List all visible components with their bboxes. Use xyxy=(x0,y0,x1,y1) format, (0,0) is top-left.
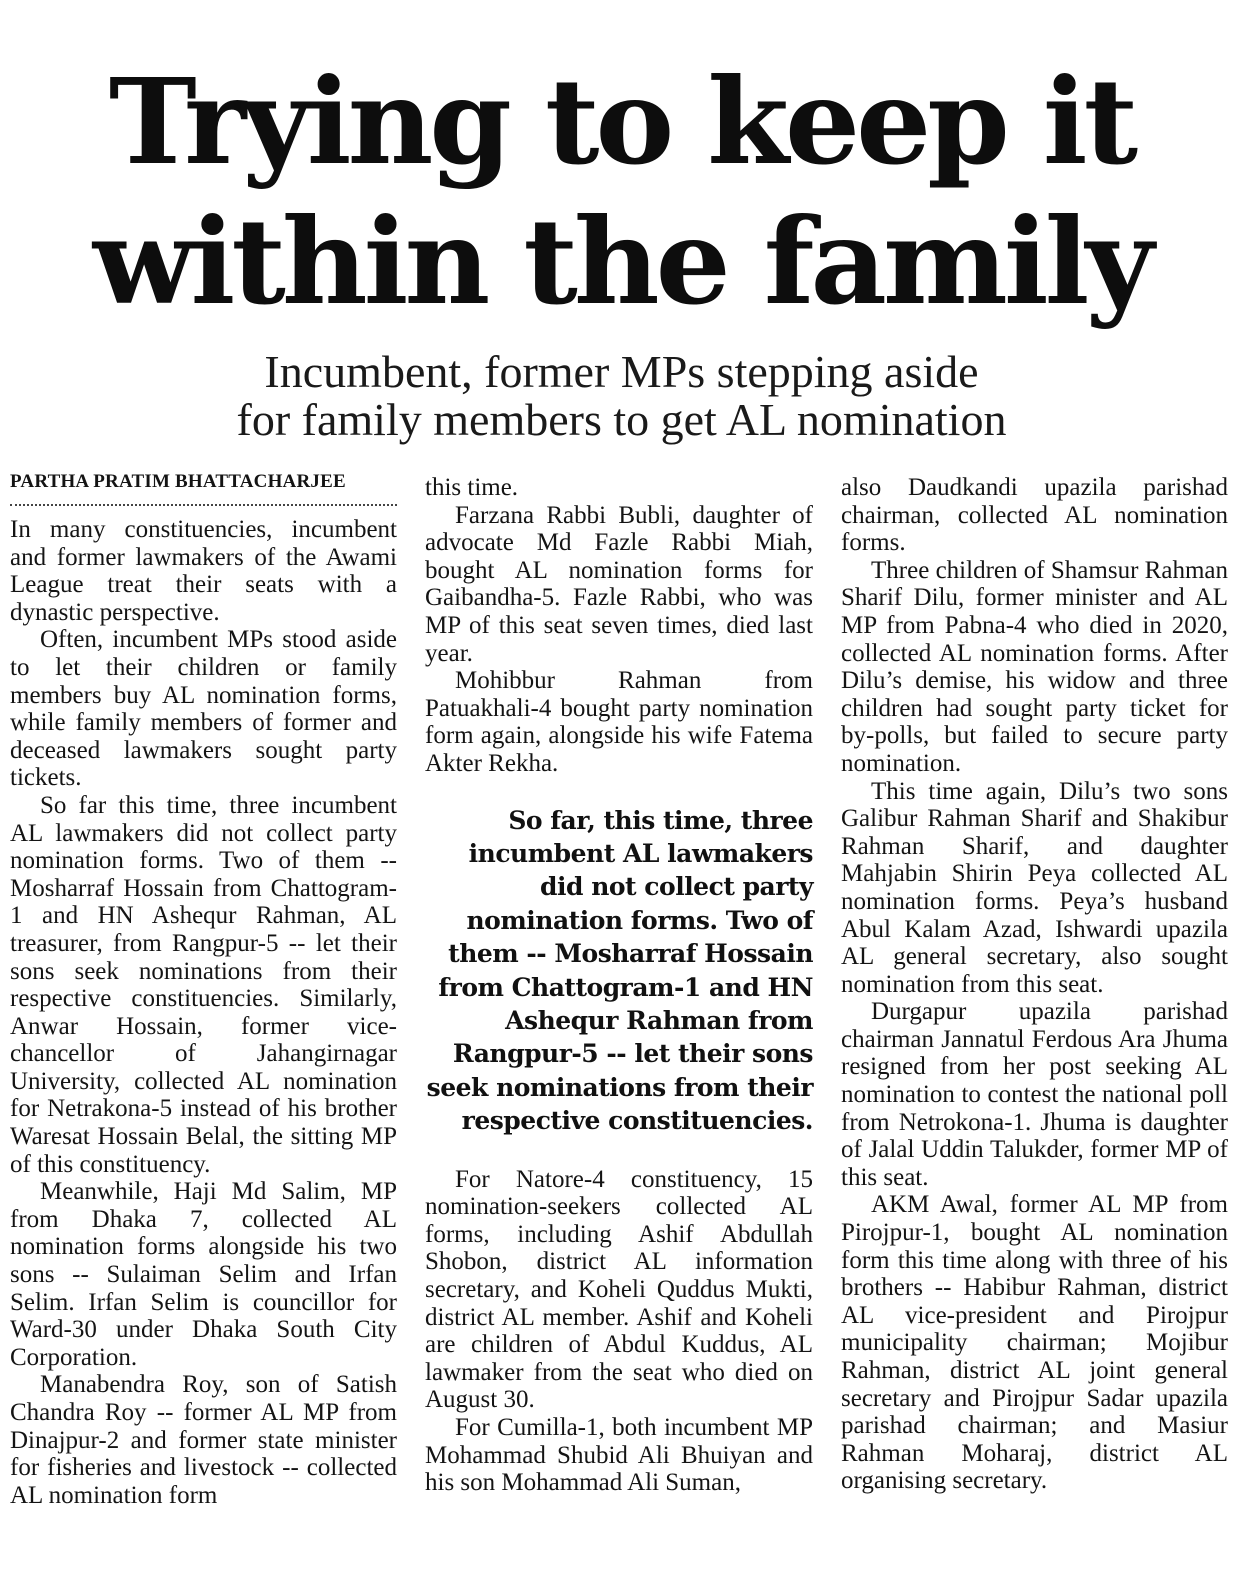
paragraph: Farzana Rabbi Bubli, daughter of advocate Md Fazle Rabbi Miah, bought AL nomination forms for Gaibandha-5. Fazle Rabbi, who was MP of this seat seven times, died last year. xyxy=(425,501,813,667)
paragraph: This time again, Dilu’s two sons Galibur Rahman Sharif and Shakibur Rahman Sharif, and daughter Mahjabin Shirin Peya collected AL nomination forms. Peya’s husband Abul Kalam Azad, Ishwardi upazila AL general secretary, also sought nomination from this seat. xyxy=(841,777,1228,998)
paragraph-continued: this time. xyxy=(425,474,519,501)
paragraph: For Cumilla-1, both incumbent MP Mohammad Shubid Ali Bhuiyan and his son Mohammad Ali Suman, xyxy=(425,1413,813,1497)
subhead-line-1: Incumbent, former MPs stepping aside xyxy=(264,346,979,397)
paragraph: Durgapur upazila parishad chairman Jannatul Ferdous Ara Jhuma resigned from her post seeking AL nomination to contest the national poll from Netrokona-1. Jhuma is daughter of Jalal Uddin Talukder, former MP of this seat. xyxy=(841,998,1228,1191)
article-column-2 xyxy=(425,474,813,1497)
paragraph: Often, incumbent MPs stood aside to let their children or family members buy AL nomination forms, while family members of former and deceased lawmakers sought party tickets. xyxy=(10,626,397,792)
subhead-line-2: for family members to get AL nomination xyxy=(236,394,1007,445)
paragraph: Three children of Shamsur Rahman Sharif Dilu, former minister and AL MP from Pabna-4 who died in 2020, collected AL nomination forms. After Dilu’s demise, his widow and three children had sought party ticket for by-polls, but failed to secure party nomination. xyxy=(841,556,1228,777)
paragraph: AKM Awal, former AL MP from Pirojpur-1, bought AL nomination form this time along with three of his brothers -- Habibur Rahman, district AL vice-president and Pirojpur municipality chairman; Mojibur Rahman, district AL joint general secretary and Pirojpur Sadar upazila parishad chairman; and Masiur Rahman Moharaj, district AL organising secretary. xyxy=(841,1191,1228,1495)
headline xyxy=(0,52,1243,332)
paragraph: Mohibbur Rahman from Patuakhali-4 bought party nomination form again, alongside his wife Fatema Akter Rekha. xyxy=(425,667,813,777)
paragraph-continued: also Daudkandi upazila parishad chairman, collected AL nomination forms. xyxy=(841,474,1228,557)
paragraph: For Natore-4 constituency, 15 nomination-seekers collected AL forms, including Ashif Abdullah Shobon, district AL information secretary, and Koheli Quddus Mukti, district AL member. Ashif and Koheli are children of Abdul Kuddus, AL lawmaker from the seat who died on August 30. xyxy=(425,1165,813,1414)
paragraph: Manabendra Roy, son of Satish Chandra Roy -- former AL MP from Dinajpur-2 and former state minister for fisheries and livestock -- collected AL nomination form xyxy=(10,1371,397,1509)
article-column-3 xyxy=(841,474,1228,1495)
byline: PARTHA PRATIM BHATTACHARJEE xyxy=(10,470,397,506)
article-column-1 xyxy=(10,470,397,1509)
headline-line-1: Trying to keep it xyxy=(108,52,1135,191)
pull-quote: So far, this time, three incumbent AL lawmakers did not collect party nomination forms. Two of them -- Mosharraf Hossain from Chattogram-1 and HN Ashequr Rahman from Rangpur-5 -- let their sons seek nominations from their respective constituencies. xyxy=(426,805,813,1136)
paragraph: In many constituencies, incumbent and former lawmakers of the Awami League treat their seats with a dynastic perspective. xyxy=(10,516,397,626)
paragraph: Meanwhile, Haji Md Salim, MP from Dhaka 7, collected AL nomination forms alongside his two sons -- Sulaiman Selim and Irfan Selim. Irfan Selim is councillor for Ward-30 under Dhaka South City Corporation. xyxy=(10,1178,397,1371)
subheadline xyxy=(0,348,1243,444)
headline-line-2: within the family xyxy=(92,192,1151,331)
paragraph: So far this time, three incumbent AL lawmakers did not collect party nomination forms. Two of them -- Mosharraf Hossain from Chattogram-1 and HN Ashequr Rahman, AL treasurer, from Rangpur-5 -- let their sons seek nominations from their respective constituencies. Similarly, Anwar Hossain, former vice-chancellor of Jahangirnagar University, collected AL nomination for Netrakona-5 instead of his brother Waresat Hossain Belal, the sitting MP of this constituency. xyxy=(10,791,397,1178)
